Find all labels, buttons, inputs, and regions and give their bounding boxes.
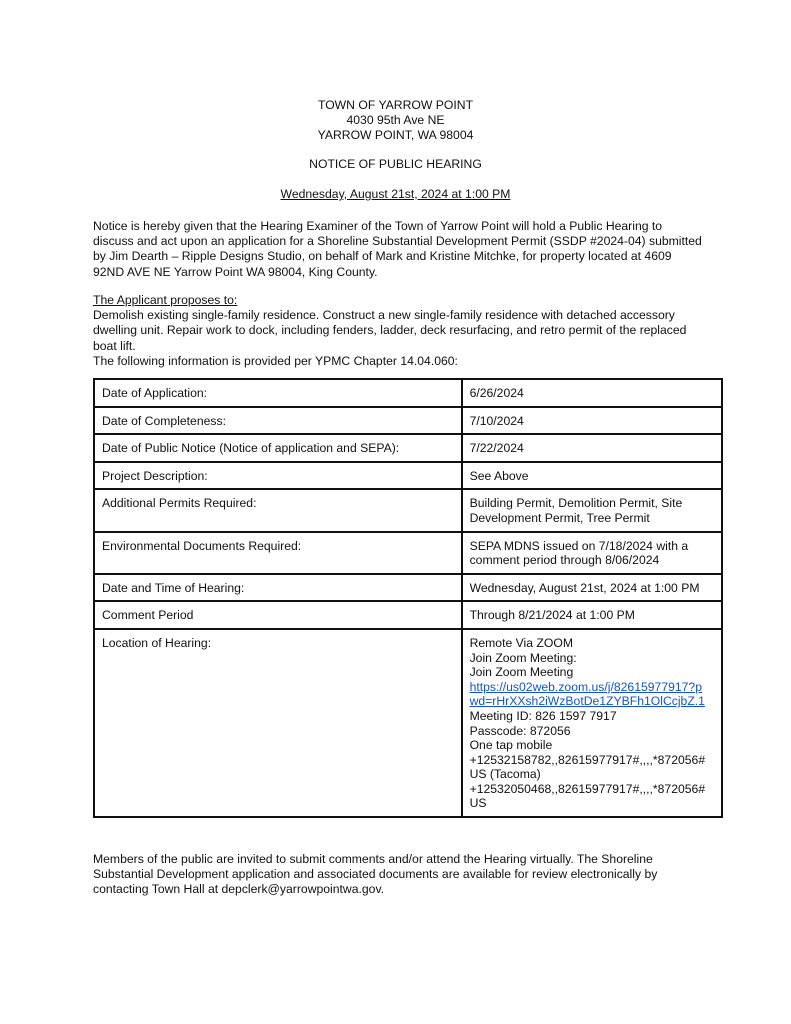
row-label: Date of Completeness:	[94, 407, 462, 435]
row-value: See Above	[462, 462, 722, 490]
zoom-link-part-2: wd=rHrXXsh2iWzBotDe1ZYBFh1OlCcjbZ.1	[469, 694, 705, 709]
phone-number-2-location: US	[469, 796, 487, 811]
table-row	[94, 379, 722, 407]
table-row-location	[94, 629, 722, 817]
proposal-text: Demolish existing single-family residence. Construct a new single-family residence with detached accessory dwelling unit. Repair work to dock, including fenders, ladder, deck resurfacing, and retro permit of the replaced boat lift.	[93, 308, 687, 353]
location-line-join-2: Join Zoom Meeting	[469, 665, 574, 680]
meeting-id: Meeting ID: 826 1597 7917	[469, 708, 617, 723]
intro-paragraph	[93, 219, 705, 280]
phone-number-1-location: US (Tacoma)	[469, 767, 541, 782]
notice-title: NOTICE OF PUBLIC HEARING	[309, 157, 482, 171]
zoom-link-part-1: https://us02web.zoom.us/j/82615977917?p	[469, 679, 702, 694]
row-label: Environmental Documents Required:	[94, 532, 462, 574]
row-value: Wednesday, August 21st, 2024 at 1:00 PM	[462, 574, 722, 602]
table-row	[94, 601, 722, 629]
table-row	[94, 532, 722, 574]
letterhead	[0, 98, 791, 143]
row-value: 7/10/2024	[462, 407, 722, 435]
town-city: YARROW POINT, WA 98004	[317, 128, 474, 142]
proposal-heading: The Applicant proposes to:	[93, 293, 238, 307]
row-label: Additional Permits Required:	[94, 489, 462, 531]
proposal-section	[93, 293, 705, 369]
hearing-info-table	[93, 378, 723, 818]
row-label: Location of Hearing:	[94, 629, 462, 817]
passcode: Passcode: 872056	[469, 723, 571, 738]
row-value: Building Permit, Demolition Permit, Site Development Permit, Tree Permit	[462, 489, 722, 531]
hearing-date: Wednesday, August 21st, 2024 at 1:00 PM	[280, 187, 511, 201]
intro-text: Notice is hereby given that the Hearing Examiner of the Town of Yarrow Point will hold a Public Hearing to discuss and act upon an application for a Shoreline Substantial Development Permit (SSDP #2024-04) submitted by Jim Dearth – Ripple Designs Studio, on behalf of Mark and Kristine Mitchke, for property located at 4609 92ND AVE NE Yarrow Point WA 98004, King County.	[93, 219, 702, 279]
closing-text: Members of the public are invited to submit comments and/or attend the Hearing virtually. The Shoreline Substantial Development application and associated documents are available for review electronically by contacting Town Hall at depclerk@yarrowpointwa.gov.	[93, 852, 658, 897]
row-value: SEPA MDNS issued on 7/18/2024 with a comment period through 8/06/2024	[462, 532, 722, 574]
table-row	[94, 489, 722, 531]
location-line-join: Join Zoom Meeting:	[469, 650, 577, 665]
table-row	[94, 407, 722, 435]
table-row	[94, 462, 722, 490]
phone-number-2: +12532050468,,82615977917#,,,,*872056#	[469, 781, 706, 796]
row-label: Date and Time of Hearing:	[94, 574, 462, 602]
row-value: 6/26/2024	[462, 379, 722, 407]
closing-paragraph	[93, 852, 705, 898]
location-details	[462, 629, 722, 817]
town-street: 4030 95th Ave NE	[346, 113, 445, 127]
table-row	[94, 434, 722, 462]
row-label: Project Description:	[94, 462, 462, 490]
phone-number-1: +12532158782,,82615977917#,,,,*872056#	[469, 752, 706, 767]
row-value: 7/22/2024	[462, 434, 722, 462]
one-tap-label: One tap mobile	[469, 738, 553, 753]
town-name: TOWN OF YARROW POINT	[317, 98, 474, 112]
zoom-meeting-link[interactable]	[470, 680, 705, 709]
table-row	[94, 574, 722, 602]
chapter-note: The following information is provided per YPMC Chapter 14.04.060:	[93, 353, 458, 368]
row-label: Date of Public Notice (Notice of application and SEPA):	[94, 434, 462, 462]
hearing-date-line	[0, 187, 791, 202]
row-value: Through 8/21/2024 at 1:00 PM	[462, 601, 722, 629]
row-label: Comment Period	[94, 601, 462, 629]
location-line-remote: Remote Via ZOOM	[469, 635, 573, 650]
row-label: Date of Application:	[94, 379, 462, 407]
